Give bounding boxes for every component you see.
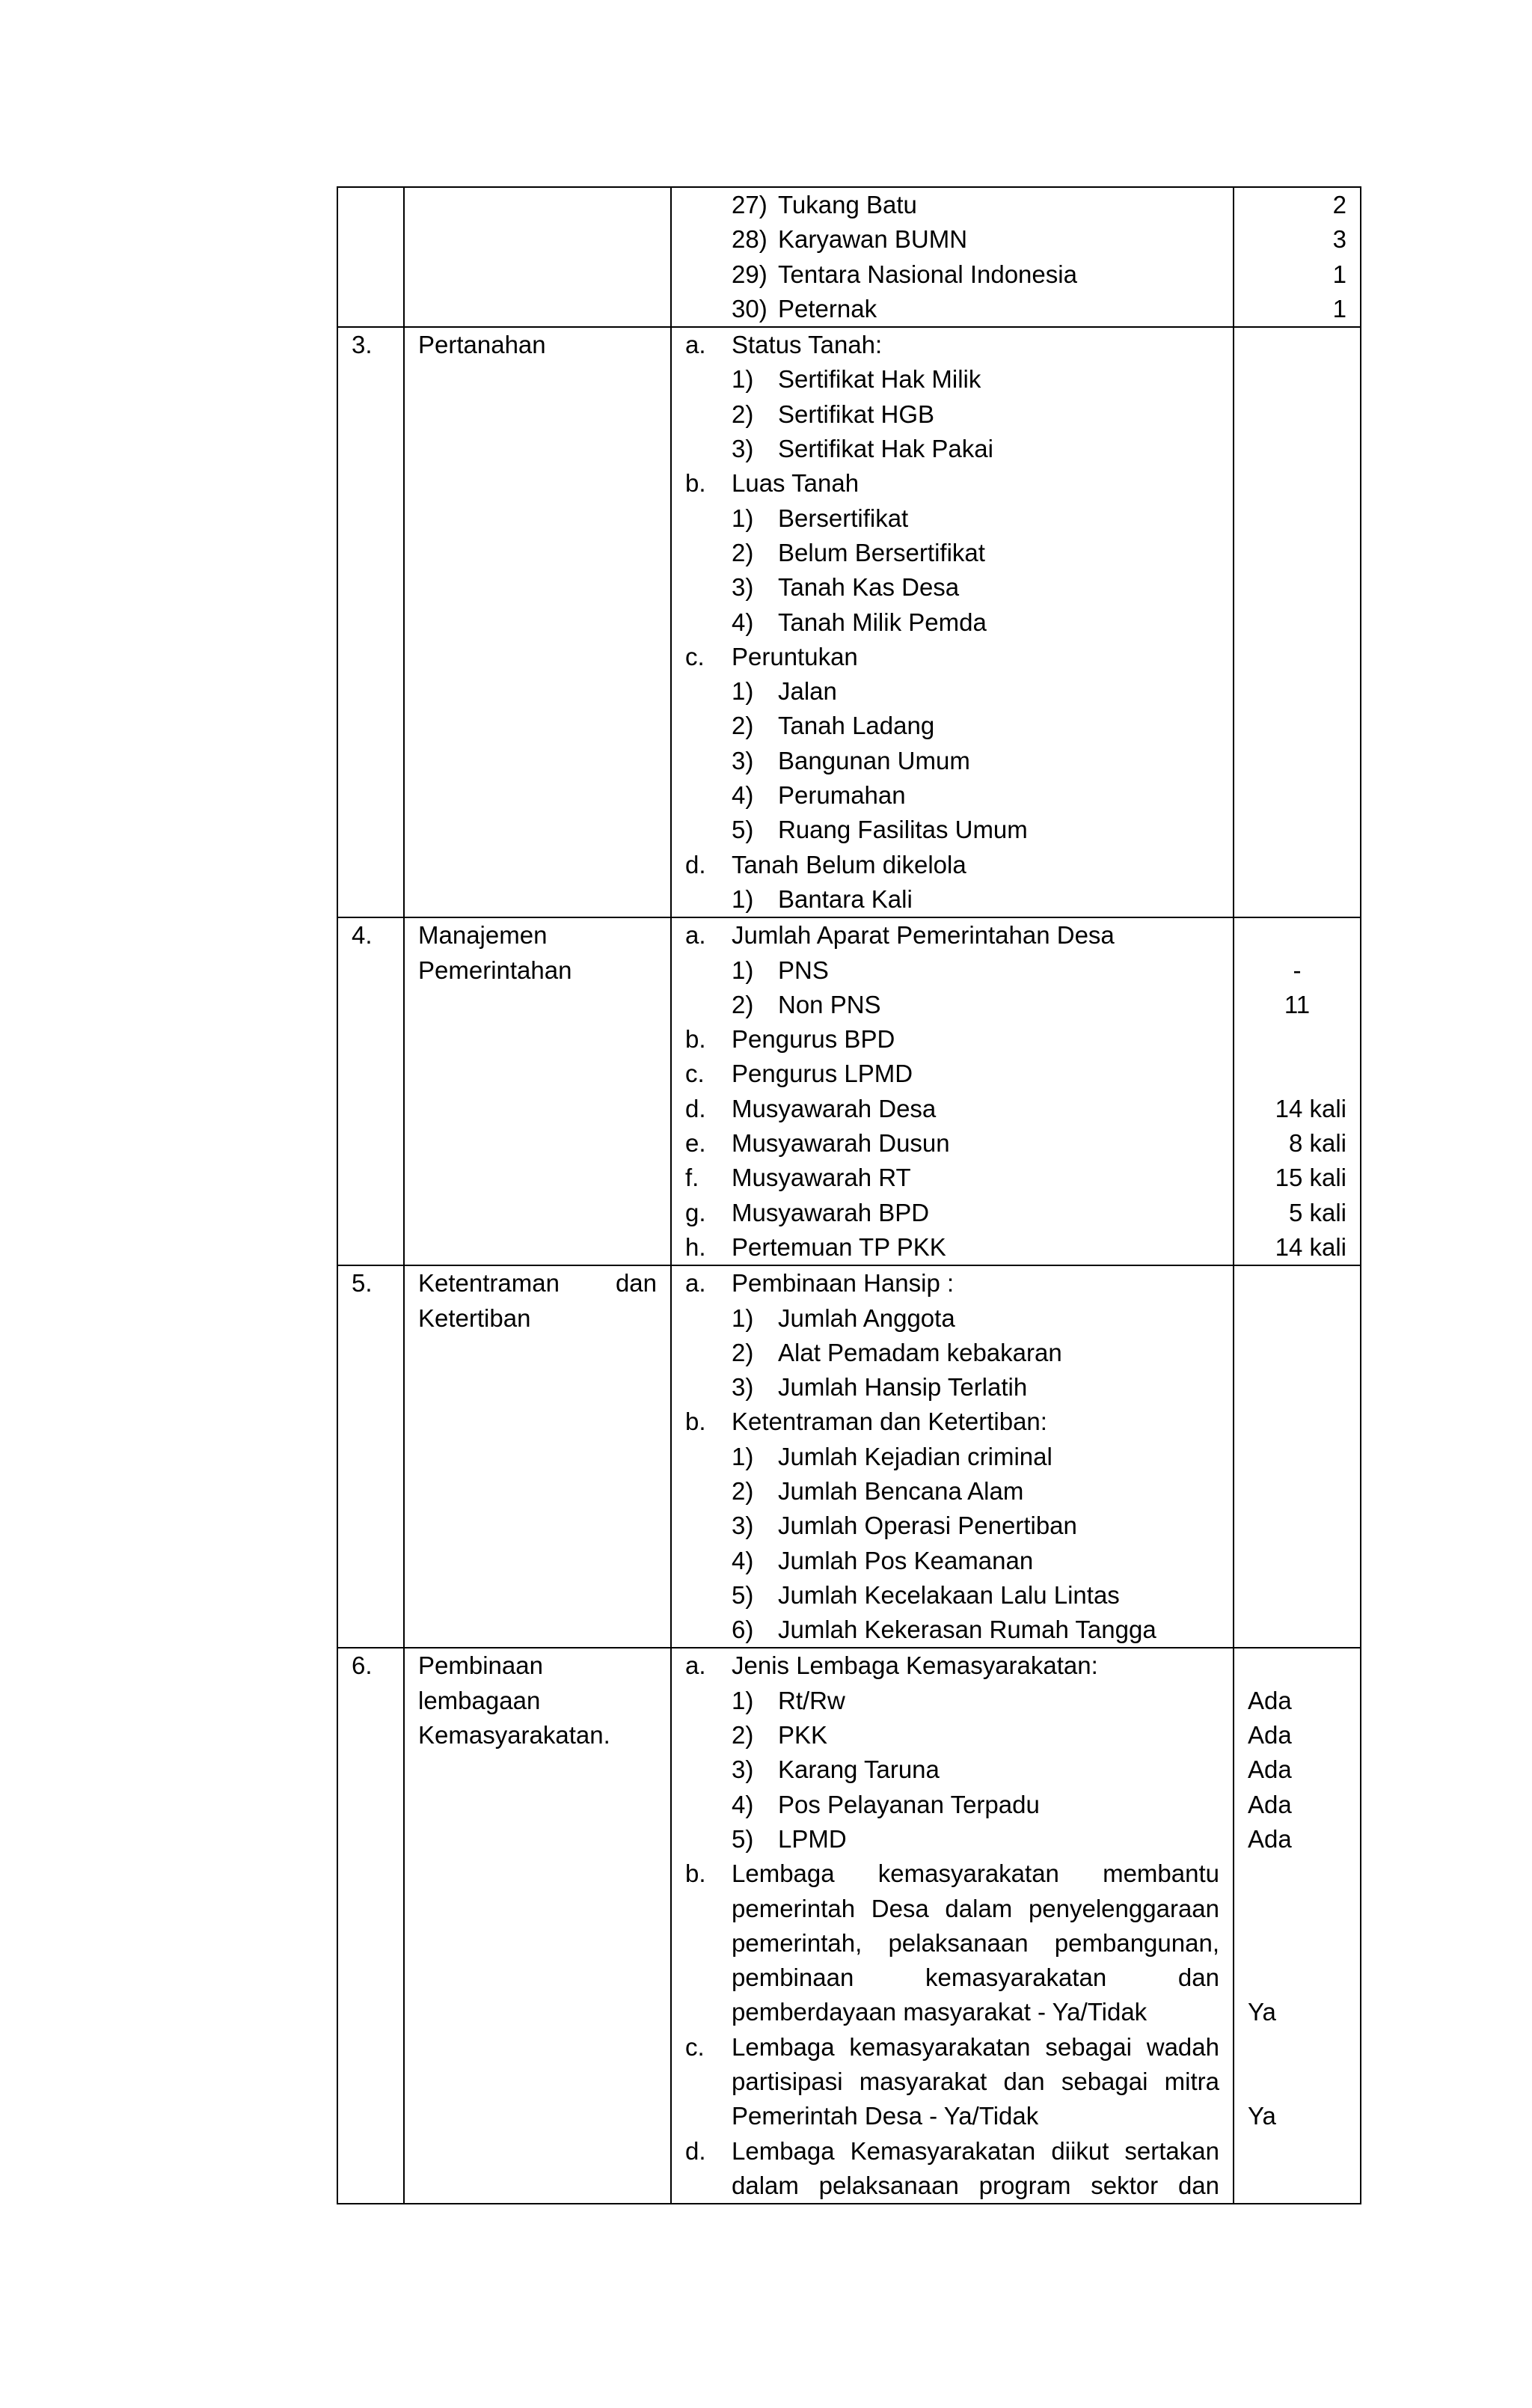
- section-title-line: [405, 1266, 670, 1301]
- item-value: [1234, 328, 1360, 362]
- item-marker: c.: [685, 642, 705, 670]
- item-marker: 3): [732, 746, 754, 774]
- item-marker: 1): [732, 1442, 754, 1470]
- list-item: [685, 848, 1219, 882]
- item-value: [1234, 674, 1360, 709]
- row-number-cell: [337, 187, 404, 327]
- item-marker: a.: [685, 331, 706, 359]
- item-text: Peruntukan: [732, 642, 858, 670]
- section-title-line: Pertanahan: [418, 331, 546, 359]
- item-text: Tukang Batu: [778, 191, 917, 219]
- sub-list-item: [685, 257, 1219, 292]
- list-item: [685, 466, 1219, 501]
- item-value: 14 kali: [1275, 1232, 1346, 1261]
- item-text: Pos Pelayanan Terpadu: [778, 1790, 1040, 1818]
- item-text: Status Tanah:: [732, 331, 883, 359]
- item-marker: g.: [685, 1198, 706, 1226]
- list-item: [685, 1057, 1219, 1091]
- list-item: [685, 1126, 1219, 1161]
- item-value: [1234, 2134, 1360, 2169]
- item-text: Sertifikat Hak Milik: [778, 365, 981, 394]
- item-text: Musyawarah Desa: [732, 1094, 937, 1122]
- item-marker: 29): [732, 260, 767, 288]
- item-value: [1234, 778, 1360, 813]
- item-value: Ada: [1248, 1686, 1292, 1714]
- list-item: [685, 2134, 1219, 2169]
- item-continuation-text: Pemerintah Desa - Ya/Tidak: [732, 2102, 1039, 2130]
- item-value: [1234, 2030, 1360, 2065]
- sub-list-item: [685, 605, 1219, 640]
- sub-list-item: [685, 1613, 1219, 1647]
- item-marker: d.: [685, 2136, 706, 2165]
- list-item: [685, 1161, 1219, 1195]
- item-value: 8 kali: [1288, 1129, 1346, 1158]
- section-title-cell: [404, 187, 671, 327]
- sub-list-item: [685, 501, 1219, 536]
- item-text: Tanah Milik Pemda: [778, 608, 987, 636]
- item-marker: 2): [732, 712, 754, 740]
- item-marker: a.: [685, 1651, 706, 1680]
- item-text: Musyawarah BPD: [732, 1198, 930, 1226]
- item-value: [1234, 1057, 1360, 1091]
- item-text: Luas Tanah: [732, 469, 860, 498]
- item-text: Peternak: [778, 294, 877, 323]
- sub-list-item: [685, 1752, 1219, 1787]
- item-marker: d.: [685, 1094, 706, 1122]
- section-title-line: Pemerintahan: [418, 956, 572, 984]
- section-items-cell: [671, 1648, 1234, 2204]
- item-marker: 28): [732, 225, 767, 254]
- item-value: Ya: [1248, 1998, 1276, 2026]
- item-marker: 2): [732, 400, 754, 428]
- item-value: Ya: [1248, 2102, 1276, 2130]
- list-item: [685, 1230, 1219, 1265]
- item-text: Rt/Rw: [778, 1686, 845, 1714]
- item-text: Bantara Kali: [778, 884, 913, 913]
- item-marker: a.: [685, 921, 706, 950]
- item-text: Ketentraman dan Ketertiban:: [732, 1408, 1047, 1436]
- row-number: 5.: [352, 1269, 373, 1298]
- sub-list-item: [685, 1544, 1219, 1578]
- item-text: Tentara Nasional Indonesia: [778, 260, 1077, 288]
- item-marker: b.: [685, 1025, 706, 1054]
- item-value: 15 kali: [1275, 1164, 1346, 1192]
- sub-list-item: [685, 1684, 1219, 1718]
- item-value: [1234, 466, 1360, 501]
- section-values-cell: [1234, 187, 1361, 327]
- item-marker: 5): [732, 816, 754, 844]
- row-number: 6.: [352, 1651, 373, 1680]
- item-value: 2: [1332, 191, 1346, 219]
- table-row: [337, 327, 1361, 917]
- item-value: [1234, 362, 1360, 397]
- item-value: [1234, 882, 1360, 917]
- item-marker: 2): [732, 990, 754, 1018]
- item-value: Ada: [1248, 1790, 1292, 1818]
- item-value: [1234, 1509, 1360, 1543]
- sub-list-item: [685, 1336, 1219, 1370]
- section-values-cell: [1234, 1265, 1361, 1648]
- item-text: Jenis Lembaga Kemasyarakatan:: [732, 1651, 1098, 1680]
- section-values-cell: [1234, 917, 1361, 1265]
- section-title-line: Kemasyarakatan.: [418, 1721, 610, 1750]
- sub-list-item: [685, 882, 1219, 917]
- sub-list-item: [685, 778, 1219, 813]
- item-text: PNS: [778, 956, 829, 984]
- item-text: Jumlah Hansip Terlatih: [778, 1373, 1028, 1402]
- section-values-cell: [1234, 327, 1361, 917]
- item-value: [1234, 1892, 1360, 1926]
- sub-list-item: [685, 432, 1219, 466]
- item-marker: 3): [732, 1373, 754, 1402]
- item-marker: 1): [732, 504, 754, 532]
- item-value: [1234, 1336, 1360, 1370]
- item-text: Lembaga kemasyarakatan sebagai wadah: [732, 2032, 1219, 2061]
- section-title-cell: [404, 1265, 671, 1648]
- sub-list-item: [685, 362, 1219, 397]
- sub-list-item: [685, 1370, 1219, 1405]
- item-value: 11: [1284, 990, 1311, 1018]
- section-title-line: Manajemen: [418, 921, 548, 950]
- section-items-cell: [671, 917, 1234, 1265]
- item-text: Pembinaan Hansip :: [732, 1269, 955, 1298]
- item-text: PKK: [778, 1721, 828, 1750]
- list-item: [685, 1648, 1219, 1683]
- item-value: [1234, 397, 1360, 432]
- item-text: Jumlah Kekerasan Rumah Tangga: [778, 1616, 1156, 1644]
- item-value: [1234, 1405, 1360, 1439]
- section-values-cell: [1234, 1648, 1361, 2204]
- item-text: Jumlah Pos Keamanan: [778, 1546, 1034, 1574]
- sub-list-item: [685, 1474, 1219, 1509]
- item-value: [1234, 570, 1360, 605]
- item-text: Musyawarah Dusun: [732, 1129, 950, 1158]
- item-marker: 2): [732, 1721, 754, 1750]
- item-continuation-text: pemberdayaan masyarakat - Ya/Tidak: [732, 1998, 1148, 2026]
- item-marker: 1): [732, 1304, 754, 1332]
- sub-list-item: [685, 292, 1219, 326]
- section-title-cell: [404, 917, 671, 1265]
- item-value: -: [1293, 956, 1302, 984]
- item-text: LPMD: [778, 1824, 847, 1853]
- item-value: [1234, 640, 1360, 674]
- item-value: [1234, 1440, 1360, 1474]
- item-text: Non PNS: [778, 990, 881, 1018]
- item-text: Tanah Belum dikelola: [732, 850, 966, 878]
- item-continuation-text: dalam pelaksanaan program sektor dan: [732, 2171, 1219, 2199]
- section-title-word: Ketentraman: [418, 1269, 560, 1298]
- item-marker: 3): [732, 1512, 754, 1540]
- row-number-cell: [337, 917, 404, 1265]
- item-continuation-text: partisipasi masyarakat dan sebagai mitra: [732, 2068, 1219, 2096]
- item-value: [1234, 1857, 1360, 1891]
- item-text: Pertemuan TP PKK: [732, 1232, 946, 1261]
- row-number: 4.: [352, 921, 373, 950]
- section-title-line: lembagaan: [418, 1686, 541, 1714]
- table-body: [337, 187, 1361, 2204]
- section-items-cell: [671, 1265, 1234, 1648]
- item-marker: 4): [732, 608, 754, 636]
- item-continuation-text: pemerintah, pelaksanaan pembangunan,: [732, 1928, 1219, 1957]
- section-title-line: [405, 188, 670, 222]
- item-text: Bangunan Umum: [778, 746, 970, 774]
- item-marker: 1): [732, 1686, 754, 1714]
- item-value: [1234, 1613, 1360, 1647]
- item-marker: 4): [732, 1790, 754, 1818]
- item-value: [1234, 1926, 1360, 1961]
- item-continuation-text: pembinaan kemasyarakatan dan: [732, 1964, 1219, 1992]
- sub-list-item: [685, 1509, 1219, 1543]
- item-text: Sertifikat HGB: [778, 400, 935, 428]
- section-title-cell: [404, 327, 671, 917]
- list-item: [685, 1092, 1219, 1126]
- item-marker: 30): [732, 294, 767, 323]
- item-value: [1234, 813, 1360, 847]
- list-item: [685, 640, 1219, 674]
- item-marker: 4): [732, 781, 754, 810]
- row-number-cell: [337, 327, 404, 917]
- sub-list-item: [685, 1788, 1219, 1822]
- item-marker: c.: [685, 1060, 705, 1088]
- sub-list-item: [685, 709, 1219, 743]
- item-text: Tanah Ladang: [778, 712, 935, 740]
- item-marker: 1): [732, 677, 754, 706]
- sub-list-item: [685, 1578, 1219, 1613]
- item-value: 14 kali: [1275, 1094, 1346, 1122]
- data-table: [337, 186, 1361, 2204]
- section-items-cell: [671, 327, 1234, 917]
- sub-list-item: [685, 953, 1219, 988]
- item-value: [1234, 1266, 1360, 1301]
- item-value: [1234, 848, 1360, 882]
- item-value: Ada: [1248, 1824, 1292, 1853]
- item-marker: 2): [732, 1476, 754, 1505]
- sub-list-item: [685, 988, 1219, 1022]
- item-text: Tanah Kas Desa: [778, 573, 960, 602]
- sub-list-item: [685, 1440, 1219, 1474]
- sub-list-item: [685, 1301, 1219, 1336]
- item-text: Jumlah Bencana Alam: [778, 1476, 1024, 1505]
- item-value: [1234, 1022, 1360, 1057]
- item-marker: 2): [732, 1338, 754, 1366]
- section-title-cell: [404, 1648, 671, 2204]
- item-value: [1234, 501, 1360, 536]
- item-value: [1234, 918, 1360, 953]
- item-text: Belum Bersertifikat: [778, 538, 985, 566]
- item-marker: 1): [732, 956, 754, 984]
- sub-list-item: [685, 188, 1219, 222]
- section-title-line: Pembinaan: [418, 1651, 543, 1680]
- item-marker: 1): [732, 884, 754, 913]
- item-marker: b.: [685, 1860, 706, 1888]
- item-marker: 27): [732, 191, 767, 219]
- item-text: Lembaga kemasyarakatan membantu: [732, 1860, 1219, 1888]
- item-value: [1234, 1474, 1360, 1509]
- item-marker: 4): [732, 1546, 754, 1574]
- item-text: Lembaga Kemasyarakatan diikut sertakan: [732, 2136, 1219, 2165]
- list-item: [685, 1196, 1219, 1230]
- section-items-cell: [671, 187, 1234, 327]
- item-value: 5 kali: [1288, 1198, 1346, 1226]
- item-marker: c.: [685, 2032, 705, 2061]
- section-title-line: Ketertiban: [418, 1304, 531, 1332]
- item-text: Jumlah Anggota: [778, 1304, 955, 1332]
- item-text: Jumlah Kecelakaan Lalu Lintas: [778, 1580, 1120, 1609]
- sub-list-item: [685, 536, 1219, 570]
- item-marker: h.: [685, 1232, 706, 1261]
- sub-list-item: [685, 1822, 1219, 1857]
- sub-list-item: [685, 397, 1219, 432]
- sub-list-item: [685, 222, 1219, 257]
- sub-list-item: [685, 570, 1219, 605]
- item-text: Alat Pemadam kebakaran: [778, 1338, 1062, 1366]
- item-value: [1234, 1961, 1360, 1995]
- item-marker: 1): [732, 365, 754, 394]
- list-item: [685, 2030, 1219, 2065]
- item-marker: a.: [685, 1269, 706, 1298]
- item-value: 1: [1332, 294, 1346, 323]
- item-marker: d.: [685, 850, 706, 878]
- row-number: 3.: [352, 331, 373, 359]
- list-item: [685, 1022, 1219, 1057]
- item-continuation-text: pemerintah Desa dalam penyelenggaraan: [732, 1894, 1219, 1922]
- item-value: [1234, 2169, 1360, 2203]
- item-text: Jumlah Aparat Pemerintahan Desa: [732, 921, 1115, 950]
- item-value: Ada: [1248, 1721, 1292, 1750]
- section-title-word: dan: [615, 1269, 657, 1298]
- item-marker: f.: [685, 1164, 699, 1192]
- table-row: [337, 187, 1361, 327]
- item-text: Pengurus BPD: [732, 1025, 895, 1054]
- item-value: [1234, 1648, 1360, 1683]
- item-value: [1234, 1370, 1360, 1405]
- table-row: [337, 1648, 1361, 2204]
- item-marker: 3): [732, 435, 754, 463]
- item-value: [1234, 605, 1360, 640]
- item-marker: 3): [732, 1755, 754, 1784]
- item-value: Ada: [1248, 1755, 1292, 1784]
- item-marker: e.: [685, 1129, 706, 1158]
- list-item: [685, 1266, 1219, 1301]
- item-value: 3: [1332, 225, 1346, 254]
- item-marker: 5): [732, 1580, 754, 1609]
- row-number-cell: [337, 1648, 404, 2204]
- item-text: Bersertifikat: [778, 504, 909, 532]
- item-marker: b.: [685, 1408, 706, 1436]
- item-marker: b.: [685, 469, 706, 498]
- item-value: [1234, 1544, 1360, 1578]
- list-item: [685, 328, 1219, 362]
- item-value: 1: [1332, 260, 1346, 288]
- item-value: [1234, 536, 1360, 570]
- table-row: [337, 1265, 1361, 1648]
- item-text: Perumahan: [778, 781, 906, 810]
- item-marker: 6): [732, 1616, 754, 1644]
- row-number: [338, 188, 403, 222]
- item-value: [1234, 432, 1360, 466]
- item-text: Karang Taruna: [778, 1755, 940, 1784]
- item-text: Jumlah Kejadian criminal: [778, 1442, 1053, 1470]
- list-item: [685, 918, 1219, 953]
- sub-list-item: [685, 674, 1219, 709]
- item-text: Jumlah Operasi Penertiban: [778, 1512, 1077, 1540]
- item-text: Karyawan BUMN: [778, 225, 968, 254]
- item-text: Pengurus LPMD: [732, 1060, 913, 1088]
- list-item: [685, 1857, 1219, 1891]
- item-text: Jalan: [778, 677, 837, 706]
- item-text: Musyawarah RT: [732, 1164, 911, 1192]
- item-text: Sertifikat Hak Pakai: [778, 435, 993, 463]
- item-value: [1234, 1578, 1360, 1613]
- row-number-cell: [337, 1265, 404, 1648]
- item-marker: 2): [732, 538, 754, 566]
- item-marker: 3): [732, 573, 754, 602]
- item-value: [1234, 709, 1360, 743]
- table-row: [337, 917, 1361, 1265]
- item-value: [1234, 2065, 1360, 2099]
- sub-list-item: [685, 1718, 1219, 1752]
- item-value: [1234, 744, 1360, 778]
- sub-list-item: [685, 744, 1219, 778]
- sub-list-item: [685, 813, 1219, 847]
- item-marker: 5): [732, 1824, 754, 1853]
- item-value: [1234, 1301, 1360, 1336]
- list-item: [685, 1405, 1219, 1439]
- item-text: Ruang Fasilitas Umum: [778, 816, 1028, 844]
